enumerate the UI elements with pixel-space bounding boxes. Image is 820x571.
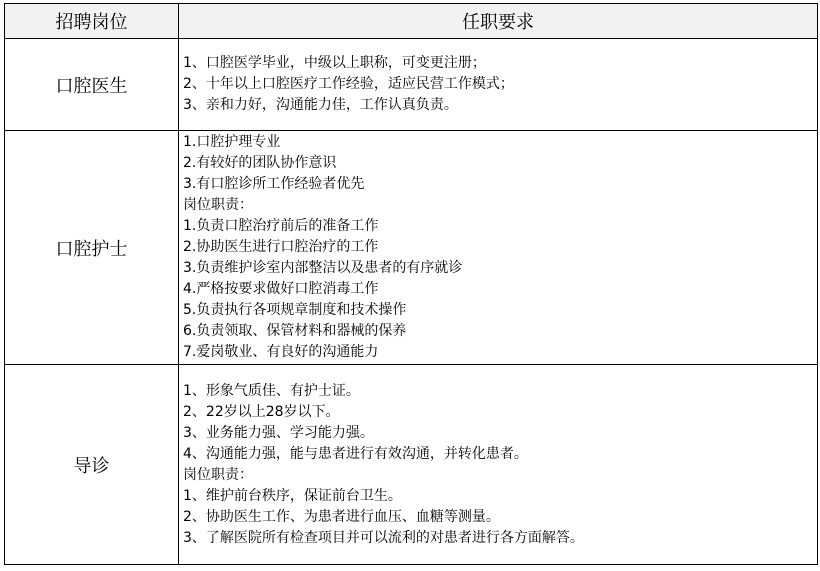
requirement-line: 4.严格按要求做好口腔消毒工作 xyxy=(183,281,379,297)
position-cell: 口腔医生 xyxy=(5,39,179,131)
header-position: 招聘岗位 xyxy=(5,4,179,39)
requirement-line: 7.爱岗敬业、有良好的沟通能力 xyxy=(183,344,379,360)
position-cell: 口腔护士 xyxy=(5,131,179,365)
requirement-line: 3、亲和力好，沟通能力佳，工作认真负责。 xyxy=(183,97,458,113)
requirement-line: 2、十年以上口腔医疗工作经验，适应民营工作模式； xyxy=(183,76,514,92)
requirement-line: 2.协助医生进行口腔治疗的工作 xyxy=(183,239,379,255)
requirement-line: 2、22岁以上28岁以下。 xyxy=(183,403,340,420)
recruitment-table xyxy=(4,3,818,565)
requirements-cell xyxy=(179,365,818,565)
table-header-row xyxy=(5,4,818,39)
requirement-line: 1、维护前台秩序，保证前台卫生。 xyxy=(183,487,402,504)
table-row xyxy=(5,131,818,365)
requirement-line: 3、业务能力强、学习能力强。 xyxy=(183,424,374,441)
requirement-line: 4、沟通能力强，能与患者进行有效沟通，并转化患者。 xyxy=(183,445,528,462)
requirement-line: 岗位职责： xyxy=(183,197,253,213)
requirement-line: 1.口腔护理专业 xyxy=(183,134,281,150)
requirement-line: 岗位职责： xyxy=(183,466,253,483)
header-requirements: 任职要求 xyxy=(179,4,818,39)
requirement-line: 1、形象气质佳、有护士证。 xyxy=(183,382,360,399)
requirement-line: 5.负责执行各项规章制度和技术操作 xyxy=(183,302,407,318)
requirements-cell xyxy=(179,131,818,365)
requirement-line: 3.有口腔诊所工作经验者优先 xyxy=(183,176,365,192)
position-cell: 导诊 xyxy=(5,365,179,565)
table-row xyxy=(5,39,818,131)
requirement-line: 3、了解医院所有检查项目并可以流利的对患者进行各方面解答。 xyxy=(183,529,584,546)
requirement-line: 2、协助医生工作、为患者进行血压、血糖等测量。 xyxy=(183,508,500,525)
requirement-line: 1、口腔医学毕业，中级以上职称，可变更注册； xyxy=(183,55,486,71)
requirement-line: 3.负责维护诊室内部整洁以及患者的有序就诊 xyxy=(183,260,463,276)
requirement-line: 1.负责口腔治疗前后的准备工作 xyxy=(183,218,379,234)
requirement-line: 6.负责领取、保管材料和器械的保养 xyxy=(183,323,407,339)
requirement-line: 2.有较好的团队协作意识 xyxy=(183,155,337,171)
table-row xyxy=(5,365,818,565)
requirements-cell xyxy=(179,39,818,131)
